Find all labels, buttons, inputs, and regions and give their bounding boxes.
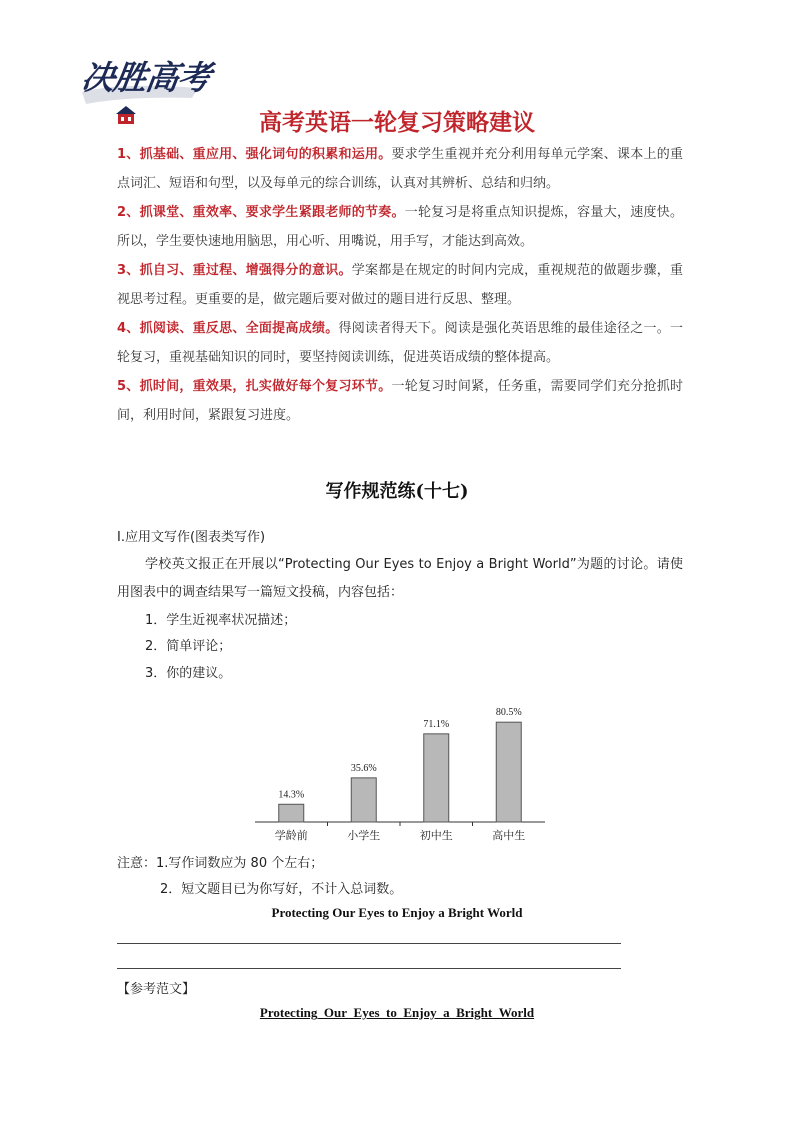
note-item-2: 2．短文题目已为你写好，不计入总词数。	[160, 882, 403, 897]
writing-prompt: 学校英文报正在开展以“Protecting Our Eyes to Enjoy a Bright World”为题的讨论。请使用图表中的调查结果写一篇短文投稿，内容包括：	[117, 557, 683, 600]
bar-1	[279, 804, 304, 822]
category-label: 初中生	[419, 829, 453, 842]
reference-label: 【参考范文】	[117, 982, 196, 997]
bar-value-label: 14.3%	[278, 789, 305, 801]
answer-line-2[interactable]	[117, 968, 621, 969]
bar-3	[424, 734, 449, 822]
note-item-1: 1.写作词数应为 80 个左右；	[156, 856, 324, 871]
logo-text: 决胜高考	[78, 58, 213, 97]
part-heading: Ⅰ.应用文写作(图表类写作)	[117, 530, 266, 545]
reference-title: Protecting_Our_Eyes_to_Enjoy_a_Bright_World	[259, 1005, 535, 1020]
category-label: 学龄前	[274, 829, 308, 842]
tip-5: 5、抓时间，重效果，扎实做好每个复习环节。一轮复习时间紧，任务重，需要同学们充分抢抓时间，利用时间，紧跟复习进度。	[117, 379, 683, 423]
tip-4: 4、抓阅读、重反思、全面提高成绩。得阅读者得天下。阅读是强化英语思维的最佳途径之一。一轮复习，重视基础知识的同时，要坚持阅读训练，促进英语成绩的整体提高。	[117, 321, 683, 365]
notes-label: 注意：	[117, 856, 157, 871]
tip-2: 2、抓课堂、重效率、要求学生紧跟老师的节奏。一轮复习是将重点知识提炼，容量大，速度快。所以，学生要快速地用脑思，用心听、用嘴说，用手写，才能达到高效。	[117, 205, 683, 249]
myopia-bar-chart	[245, 685, 555, 845]
tip-1: 1、抓基础、重应用、强化词句的积累和运用。要求学生重视并充分利用每单元学案、课本上的重点词汇、短语和句型，以及每单元的综合训练，认真对其辨析、总结和归纳。	[117, 147, 683, 191]
category-label: 小学生	[347, 829, 381, 842]
requirement-3: 3．你的建议。	[145, 666, 232, 681]
bar-2	[351, 778, 376, 822]
bar-value-label: 71.1%	[423, 718, 450, 730]
notes-line-1	[117, 852, 323, 871]
bar-value-label: 80.5%	[495, 707, 522, 719]
section-title: 写作规范练(十七)	[325, 481, 469, 502]
requirement-1: 1．学生近视率状况描述；	[145, 613, 297, 628]
answer-line-1[interactable]	[117, 943, 621, 944]
category-label: 高中生	[492, 829, 526, 842]
bar-4	[496, 722, 521, 822]
bar-value-label: 35.6%	[350, 762, 377, 774]
requirement-2: 2．简单评论；	[145, 639, 232, 654]
tips-list	[117, 140, 683, 430]
document-title: 高考英语一轮复习策略建议	[259, 110, 535, 136]
tip-3: 3、抓自习、重过程、增强得分的意识。学案都是在规定的时间内完成，重视规范的做题步骤，重视思考过程。更重要的是，做完题后要对做过的题目进行反思、整理。	[117, 263, 683, 307]
essay-title: Protecting Our Eyes to Enjoy a Bright World	[271, 905, 523, 920]
